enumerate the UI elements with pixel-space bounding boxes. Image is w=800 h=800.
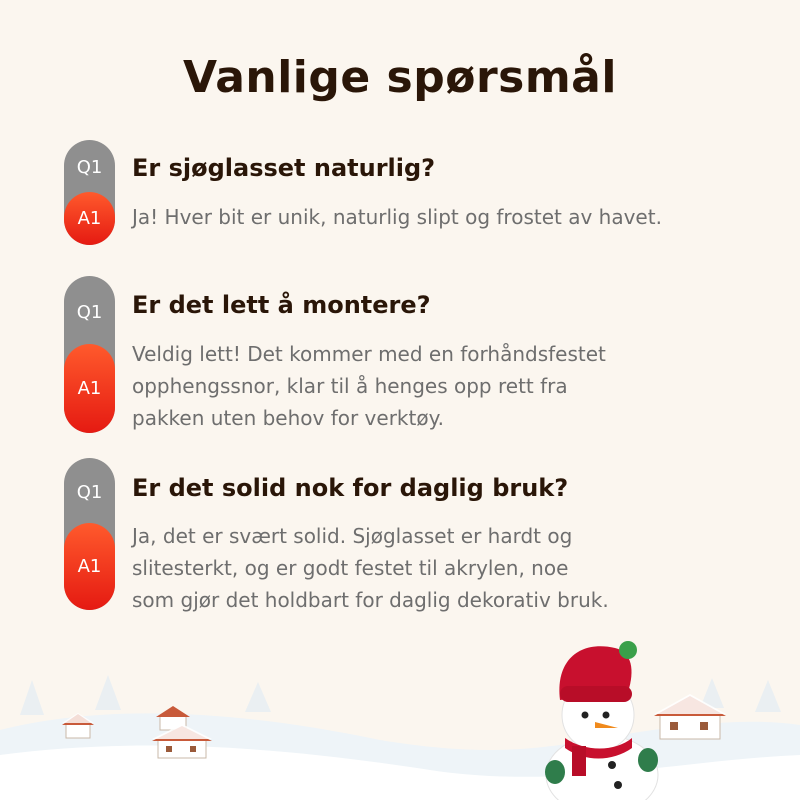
faq-answer-line: slitesterkt, og er godt festet til akrylen, noe: [132, 556, 569, 580]
faq-answer: [132, 520, 752, 616]
question-badge-label: Q1: [76, 157, 103, 178]
answer-badge: A1: [64, 192, 115, 245]
faq-answer-line: Veldig lett! Det kommer med en forhåndsfestet: [132, 342, 606, 366]
question-badge-label: Q1: [76, 302, 103, 323]
faq-answer-line: som gjør det holdbart for daglig dekorativ bruk.: [132, 588, 609, 612]
faq-question: Er det solid nok for daglig bruk?: [132, 474, 569, 502]
answer-badge: A1: [64, 523, 115, 610]
answer-badge: A1: [64, 344, 115, 433]
faq-question: Er sjøglasset naturlig?: [132, 154, 436, 182]
winter-scene: [0, 620, 800, 800]
faq-answer: [132, 201, 752, 233]
faq-answer-line: pakken uten behov for verktøy.: [132, 406, 444, 430]
faq-answer-line: opphengssnor, klar til å henges opp rett fra: [132, 374, 568, 398]
page-title: Vanlige spørsmål: [183, 52, 617, 103]
faq-question: Er det lett å montere?: [132, 291, 431, 319]
faq-answer: [132, 338, 752, 434]
faq-answer-line: Ja, det er svært solid. Sjøglasset er hardt og: [132, 524, 573, 548]
question-badge-label: Q1: [76, 482, 103, 503]
snowman-icon: [545, 641, 658, 800]
faq-answer-line: Ja! Hver bit er unik, naturlig slipt og frostet av havet.: [132, 205, 662, 229]
